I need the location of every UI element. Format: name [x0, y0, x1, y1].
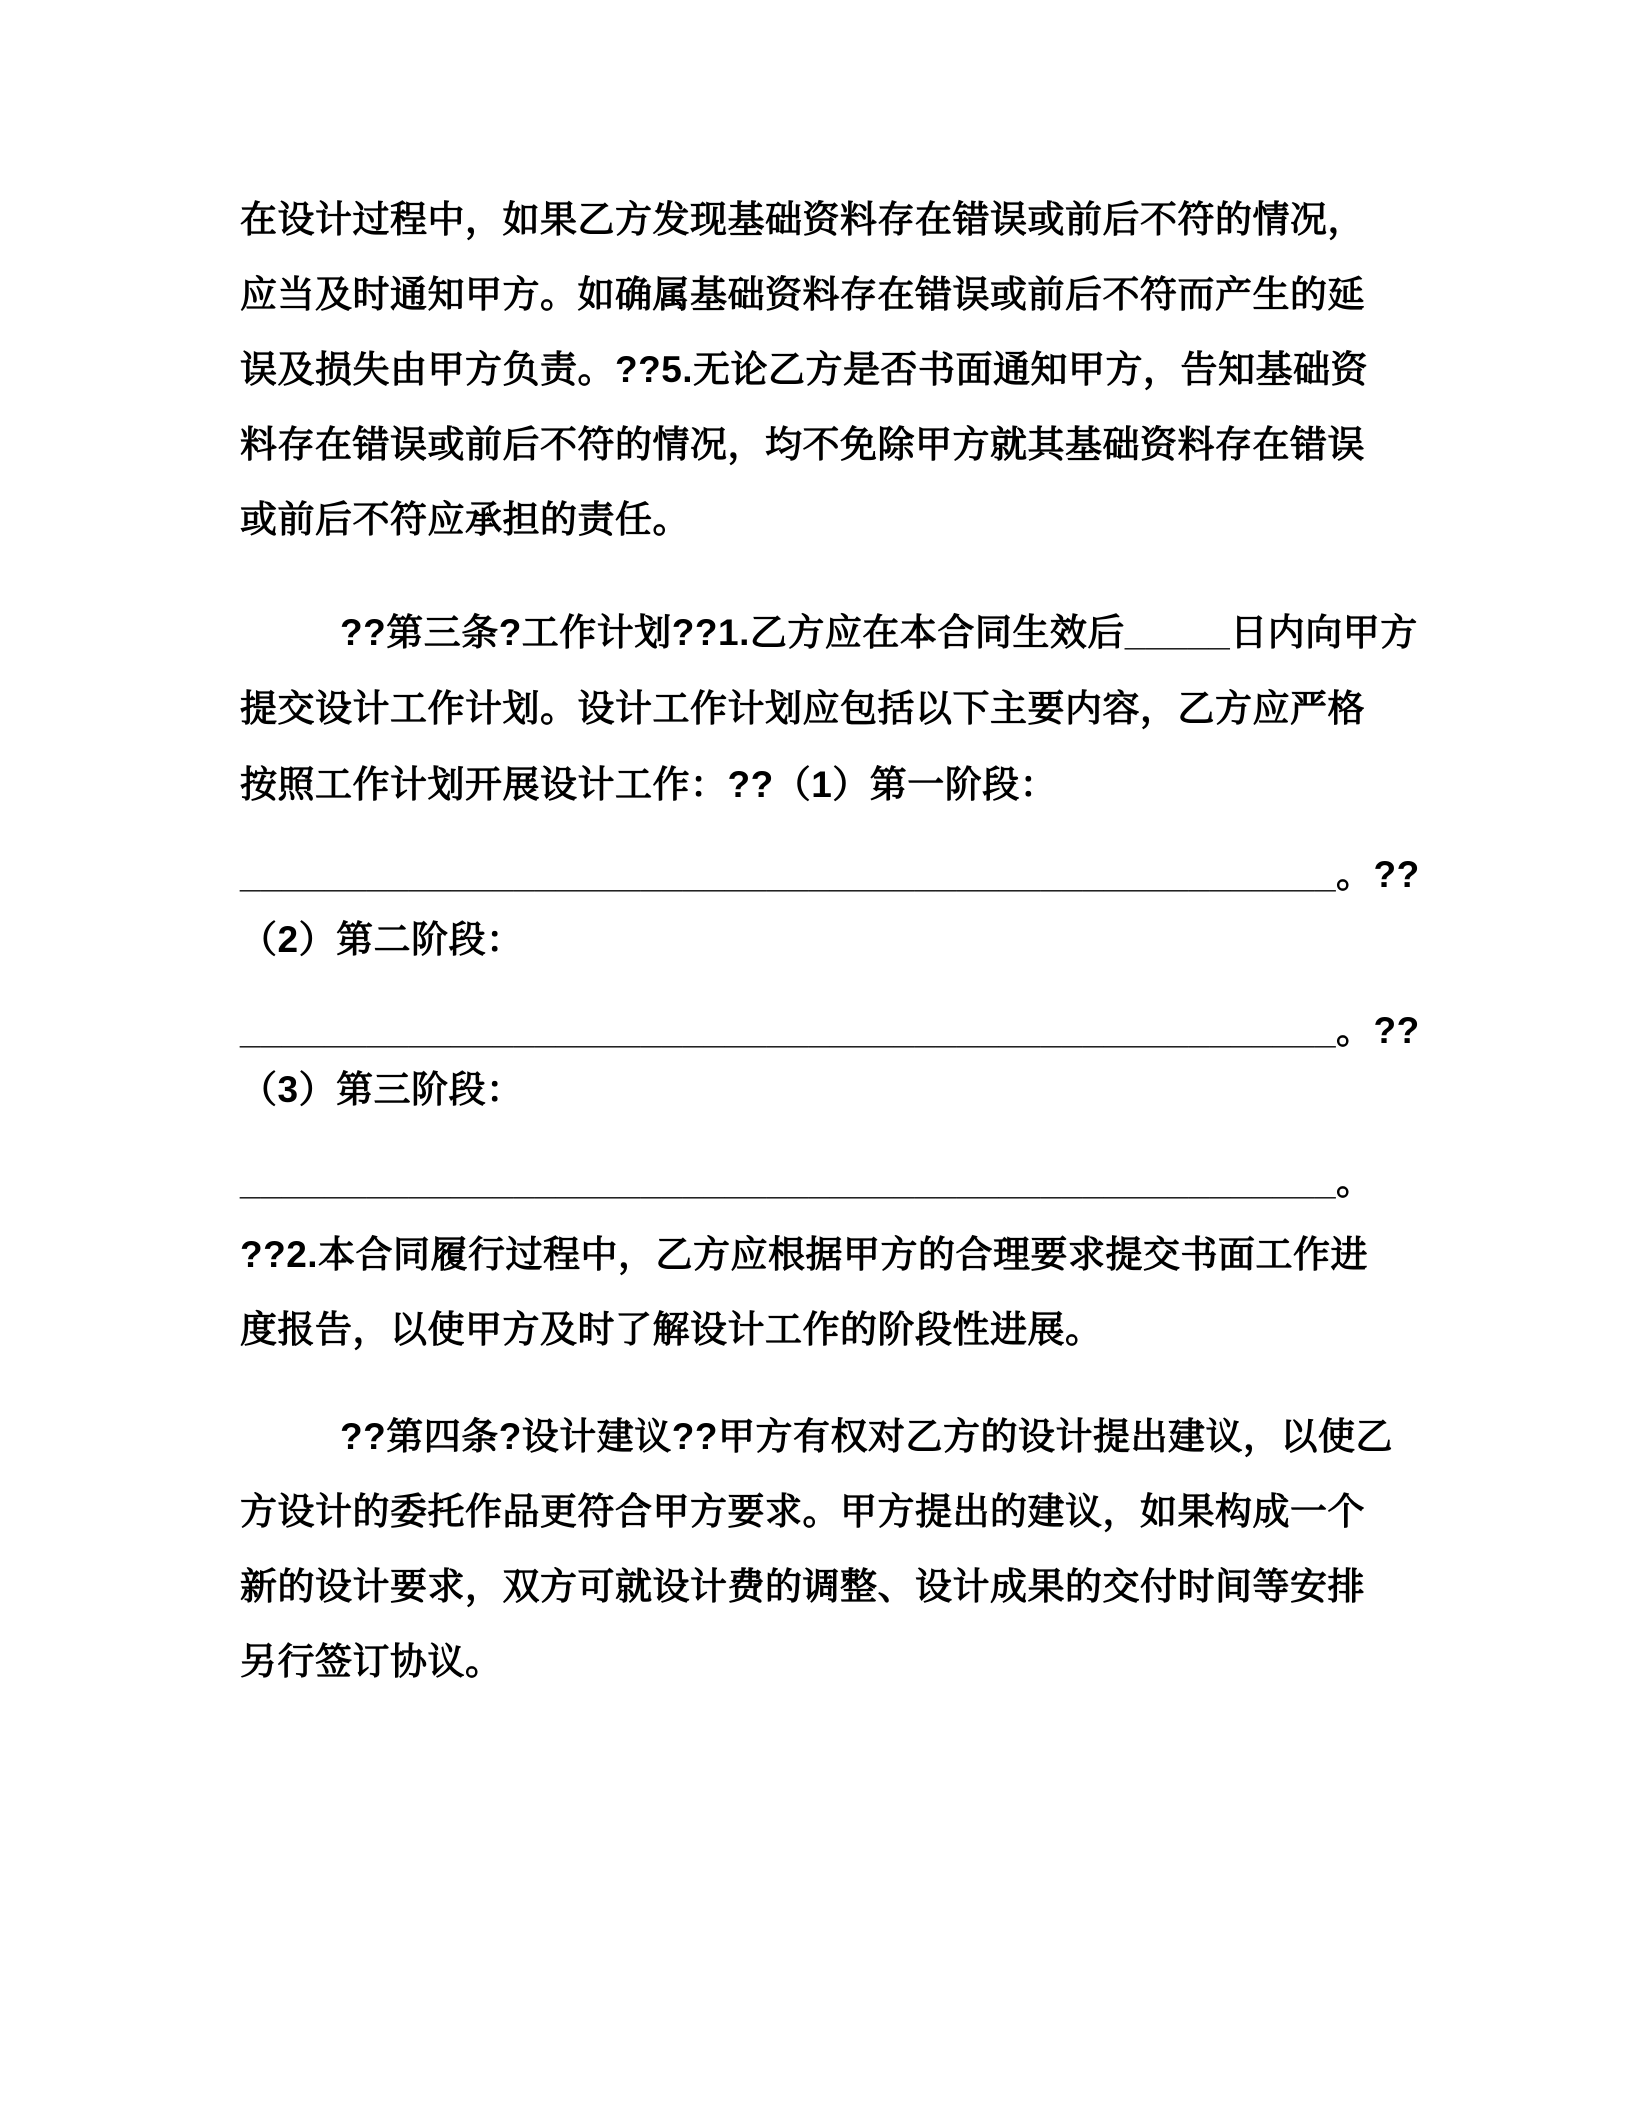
paragraph-1-line-3: 误及损失由甲方负责。??5.无论乙方是否书面通知甲方，告知基础资: [240, 349, 1369, 390]
stage-3-blank-line: ____________________________________________________。: [240, 1161, 1374, 1202]
article-3-heading-line: ??第三条?工作计划??1.乙方应在本合同生效后_____日内向甲方: [340, 612, 1418, 653]
stage-2-label-line: （2）第二阶段：: [240, 919, 524, 960]
article-3-line-2: 提交设计工作计划。设计工作计划应包括以下主要内容，乙方应严格: [240, 688, 1365, 729]
paragraph-1-line-4: 料存在错误或前后不符的情况，均不免除甲方就其基础资料存在错误: [240, 424, 1365, 465]
article-3-line-3: 按照工作计划开展设计工作：??（1）第一阶段：: [240, 764, 1058, 805]
article-4-line-3: 新的设计要求，双方可就设计费的调整、设计成果的交付时间等安排: [240, 1566, 1365, 1607]
paragraph-1-line-2: 应当及时通知甲方。如确属基础资料存在错误或前后不符而产生的延: [240, 274, 1365, 315]
stage-3-label-line: （3）第三阶段：: [240, 1069, 524, 1110]
article-4-line-4: 另行签订协议。: [240, 1641, 503, 1682]
article-4-heading-line: ??第四条?设计建议??甲方有权对乙方的设计提出建议，以使乙: [340, 1416, 1394, 1457]
article-4-line-2: 方设计的委托作品更符合甲方要求。甲方提出的建议，如果构成一个: [240, 1491, 1365, 1532]
article-3-clause-2-line-2: 度报告，以使甲方及时了解设计工作的阶段性进展。: [240, 1309, 1103, 1350]
paragraph-1-line-1: 在设计过程中，如果乙方发现基础资料存在错误或前后不符的情况，: [240, 199, 1365, 240]
paragraph-1-line-5: 或前后不符应承担的责任。: [240, 499, 690, 540]
article-3-clause-2-line-1: ??2.本合同履行过程中，乙方应根据甲方的合理要求提交书面工作进: [240, 1234, 1369, 1275]
stage-1-blank-line: ____________________________________________________。??: [240, 854, 1420, 895]
stage-2-blank-line: ____________________________________________________。??: [240, 1010, 1420, 1051]
